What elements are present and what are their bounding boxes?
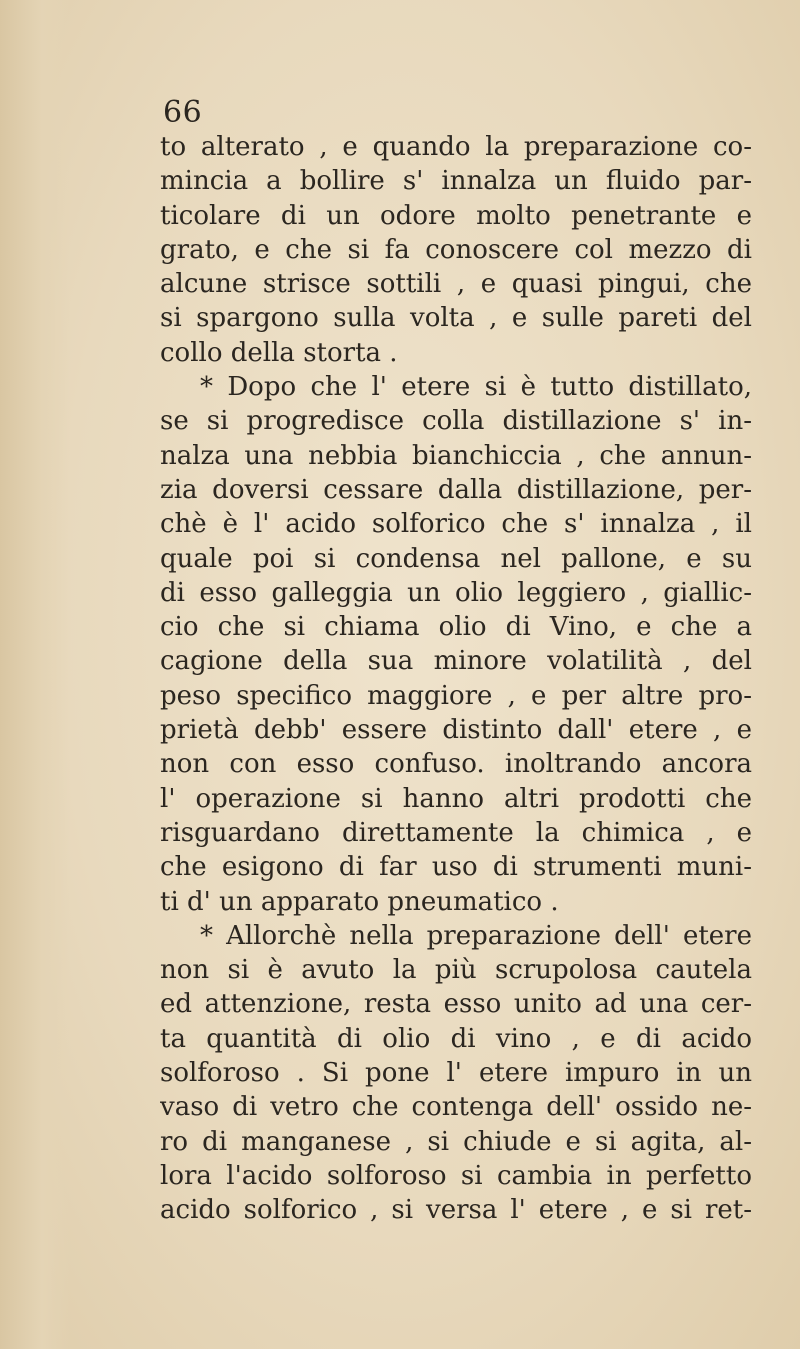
text-line: risguardano direttamente la chimica , e xyxy=(160,817,752,848)
text-line: nalza una nebbia bianchiccia , che annun- xyxy=(160,440,752,471)
text-line: alcune strisce sottili , e quasi pingui, che xyxy=(160,269,752,300)
text-line: ta quantità di olio di vino , e di acido xyxy=(160,1023,752,1054)
text-line: * Dopo che l' etere si è tutto distillato, xyxy=(200,372,752,403)
text-line: zia doversi cessare dalla distillazione, per- xyxy=(160,474,752,505)
text-line: chè è l' acido solforico che s' innalza , il xyxy=(160,509,752,540)
body-text xyxy=(160,130,752,1228)
text-line: se si progredisce colla distillazione s' in- xyxy=(160,406,752,437)
page-gutter xyxy=(0,0,70,1349)
text-line: collo della storta . xyxy=(160,337,398,368)
text-line: grato, e che si fa conoscere col mezzo di xyxy=(160,234,752,265)
text-line: non si è avuto la più scrupolosa cautela xyxy=(160,955,752,986)
text-line: ticolare di un odore molto penetrante e xyxy=(160,200,752,231)
text-line: ti d' un apparato pneumatico . xyxy=(160,886,559,917)
text-line: cagione della sua minore volatilità , del xyxy=(160,646,752,677)
text-line: quale poi si condensa nel pallone, e su xyxy=(160,543,752,574)
text-line: si spargono sulla volta , e sulle pareti del xyxy=(160,303,752,334)
text-line: lora l'acido solforoso si cambia in perfetto xyxy=(160,1160,752,1191)
text-line: to alterato , e quando la preparazione co- xyxy=(160,132,752,162)
text-line: acido solforico , si versa l' etere , e si ret- xyxy=(160,1195,752,1226)
text-line: cio che si chiama olio di Vino, e che a xyxy=(160,612,752,643)
text-line: solforoso . Si pone l' etere impuro in un xyxy=(160,1058,752,1089)
text-line: di esso galleggia un olio leggiero , giallic- xyxy=(160,577,752,608)
text-line: peso specifico maggiore , e per altre pro- xyxy=(160,680,752,711)
text-line: che esigono di far uso di strumenti muni- xyxy=(160,852,752,883)
text-line: prietà debb' essere distinto dall' etere , e xyxy=(160,715,752,746)
text-line: non con esso confuso. inoltrando ancora xyxy=(160,749,752,780)
text-line: ro di manganese , si chiude e si agita, al- xyxy=(160,1126,752,1157)
text-line: vaso di vetro che contenga dell' ossido ne- xyxy=(160,1092,752,1123)
text-line: mincia a bollire s' innalza un fluido par- xyxy=(160,166,752,197)
page-number: 66 xyxy=(163,95,203,130)
text-line: ed attenzione, resta esso unito ad una cer- xyxy=(160,989,752,1020)
text-line: * Allorchè nella preparazione dell' etere xyxy=(200,920,752,951)
text-line: l' operazione si hanno altri prodotti che xyxy=(160,783,752,814)
